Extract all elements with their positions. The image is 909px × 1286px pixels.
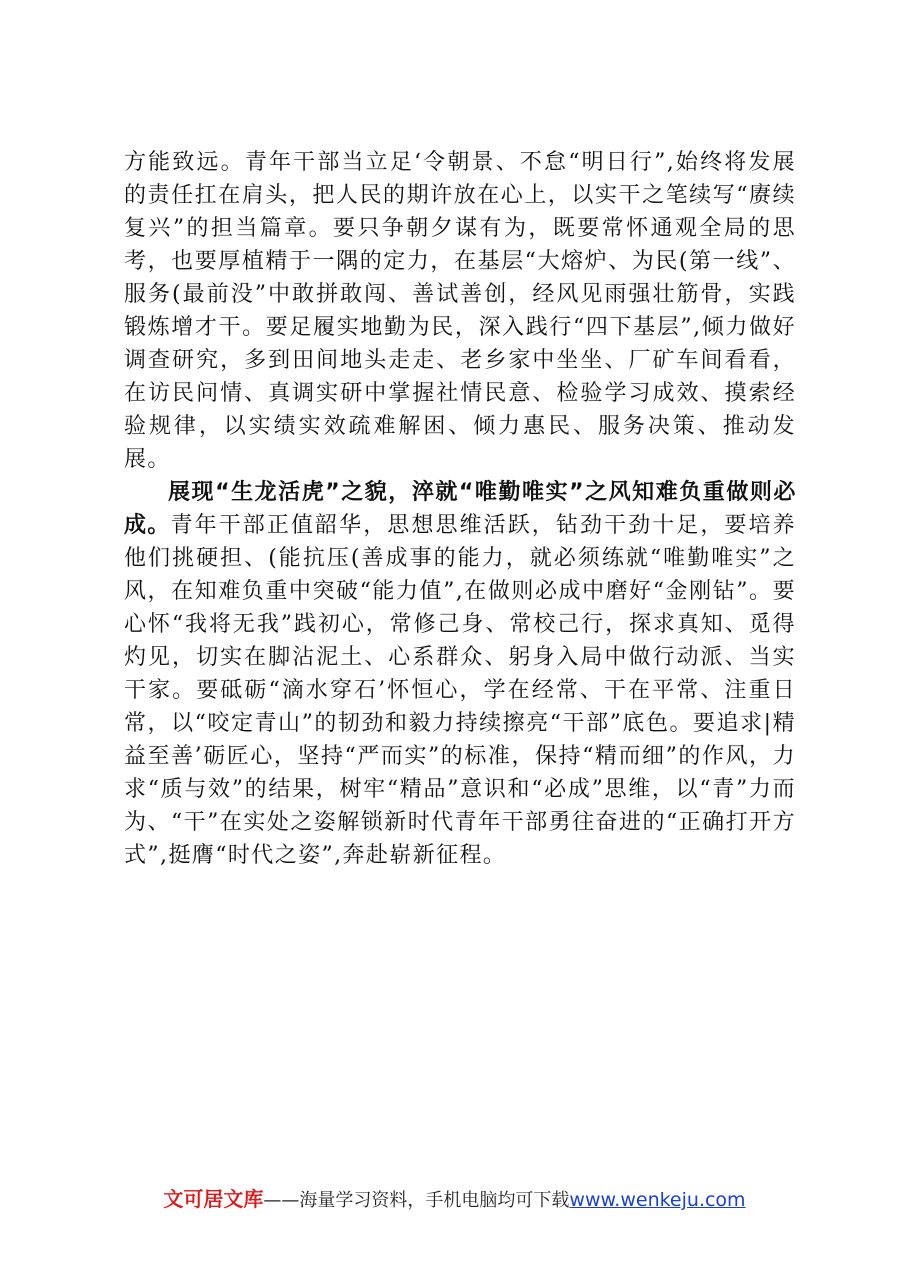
- footer-brand: 文可居文库: [163, 1187, 264, 1211]
- document-body: [124, 146, 796, 872]
- footer-banner: [0, 1183, 909, 1212]
- footer-url-link[interactable]: www.wenkeju.com: [569, 1189, 746, 1211]
- paragraph-2-body: 青年干部正值韶华，思想思维活跃，钻劲干劲十足，要培养他们挑硬担、(能抗压(善成事的能力，就必须练就“唯勤唯实”之风，在知难负重中突破“能力值”,在做则必成中磨好“金刚钻”。要心怀“我将无我”践初心，常修己身、常校己行，探求真知、觅得灼见，切实在脚沾泥土、心系群众、躬身入局中做行动派、当实干家。要砥砺“滴水穿石’怀恒心，学在经常、干在平常、注重日常，以“咬定青山”的韧劲和毅力持续擦亮“干部”底色。要追求|精益至善’砺匠心，坚持“严而实”的标准，保持“精而细”的作风，力求“质与效”的结果，树牢“精品”意识和“必成”思维，以“青”力而为、“干”在实处之姿解锁新时代青年干部勇往奋进的“正确打开方式”,挺膺“时代之姿”,奔赴崭新征程。: [124, 513, 796, 868]
- paragraph-1: 方能致远。青年干部当立足‘令朝景、不怠“明日行”,始终将发展的责任扛在肩头，把人民的期许放在心上，以实干之笔续写“赓续复兴”的担当篇章。要只争朝夕谋有为，既要常怀通观全局的思考，也要厚植精于一隅的定力，在基层“大熔炉、为民(第一线”、服务(最前没”中敢拼敢闯、善试善创，经风见雨强壮筋骨，实践锻炼增才干。要足履实地勤为民，深入践行“四下基层”,倾力做好调查研究，多到田间地头走走、老乡家中坐坐、厂矿车间看看，在访民问情、真调实研中掌握社情民意、检验学习成效、摸索经验规律，以实绩实效疏难解困、倾力惠民、服务决策、推动发展。: [124, 150, 796, 472]
- paragraph-2-heading: 展现“生龙活虎”之貌，淬就“唯勤唯实”之风知难负重做则必成。: [124, 480, 796, 538]
- paragraph-2: [124, 476, 796, 872]
- footer-tagline: ——海量学习资料，手机电脑均可下载: [263, 1190, 570, 1211]
